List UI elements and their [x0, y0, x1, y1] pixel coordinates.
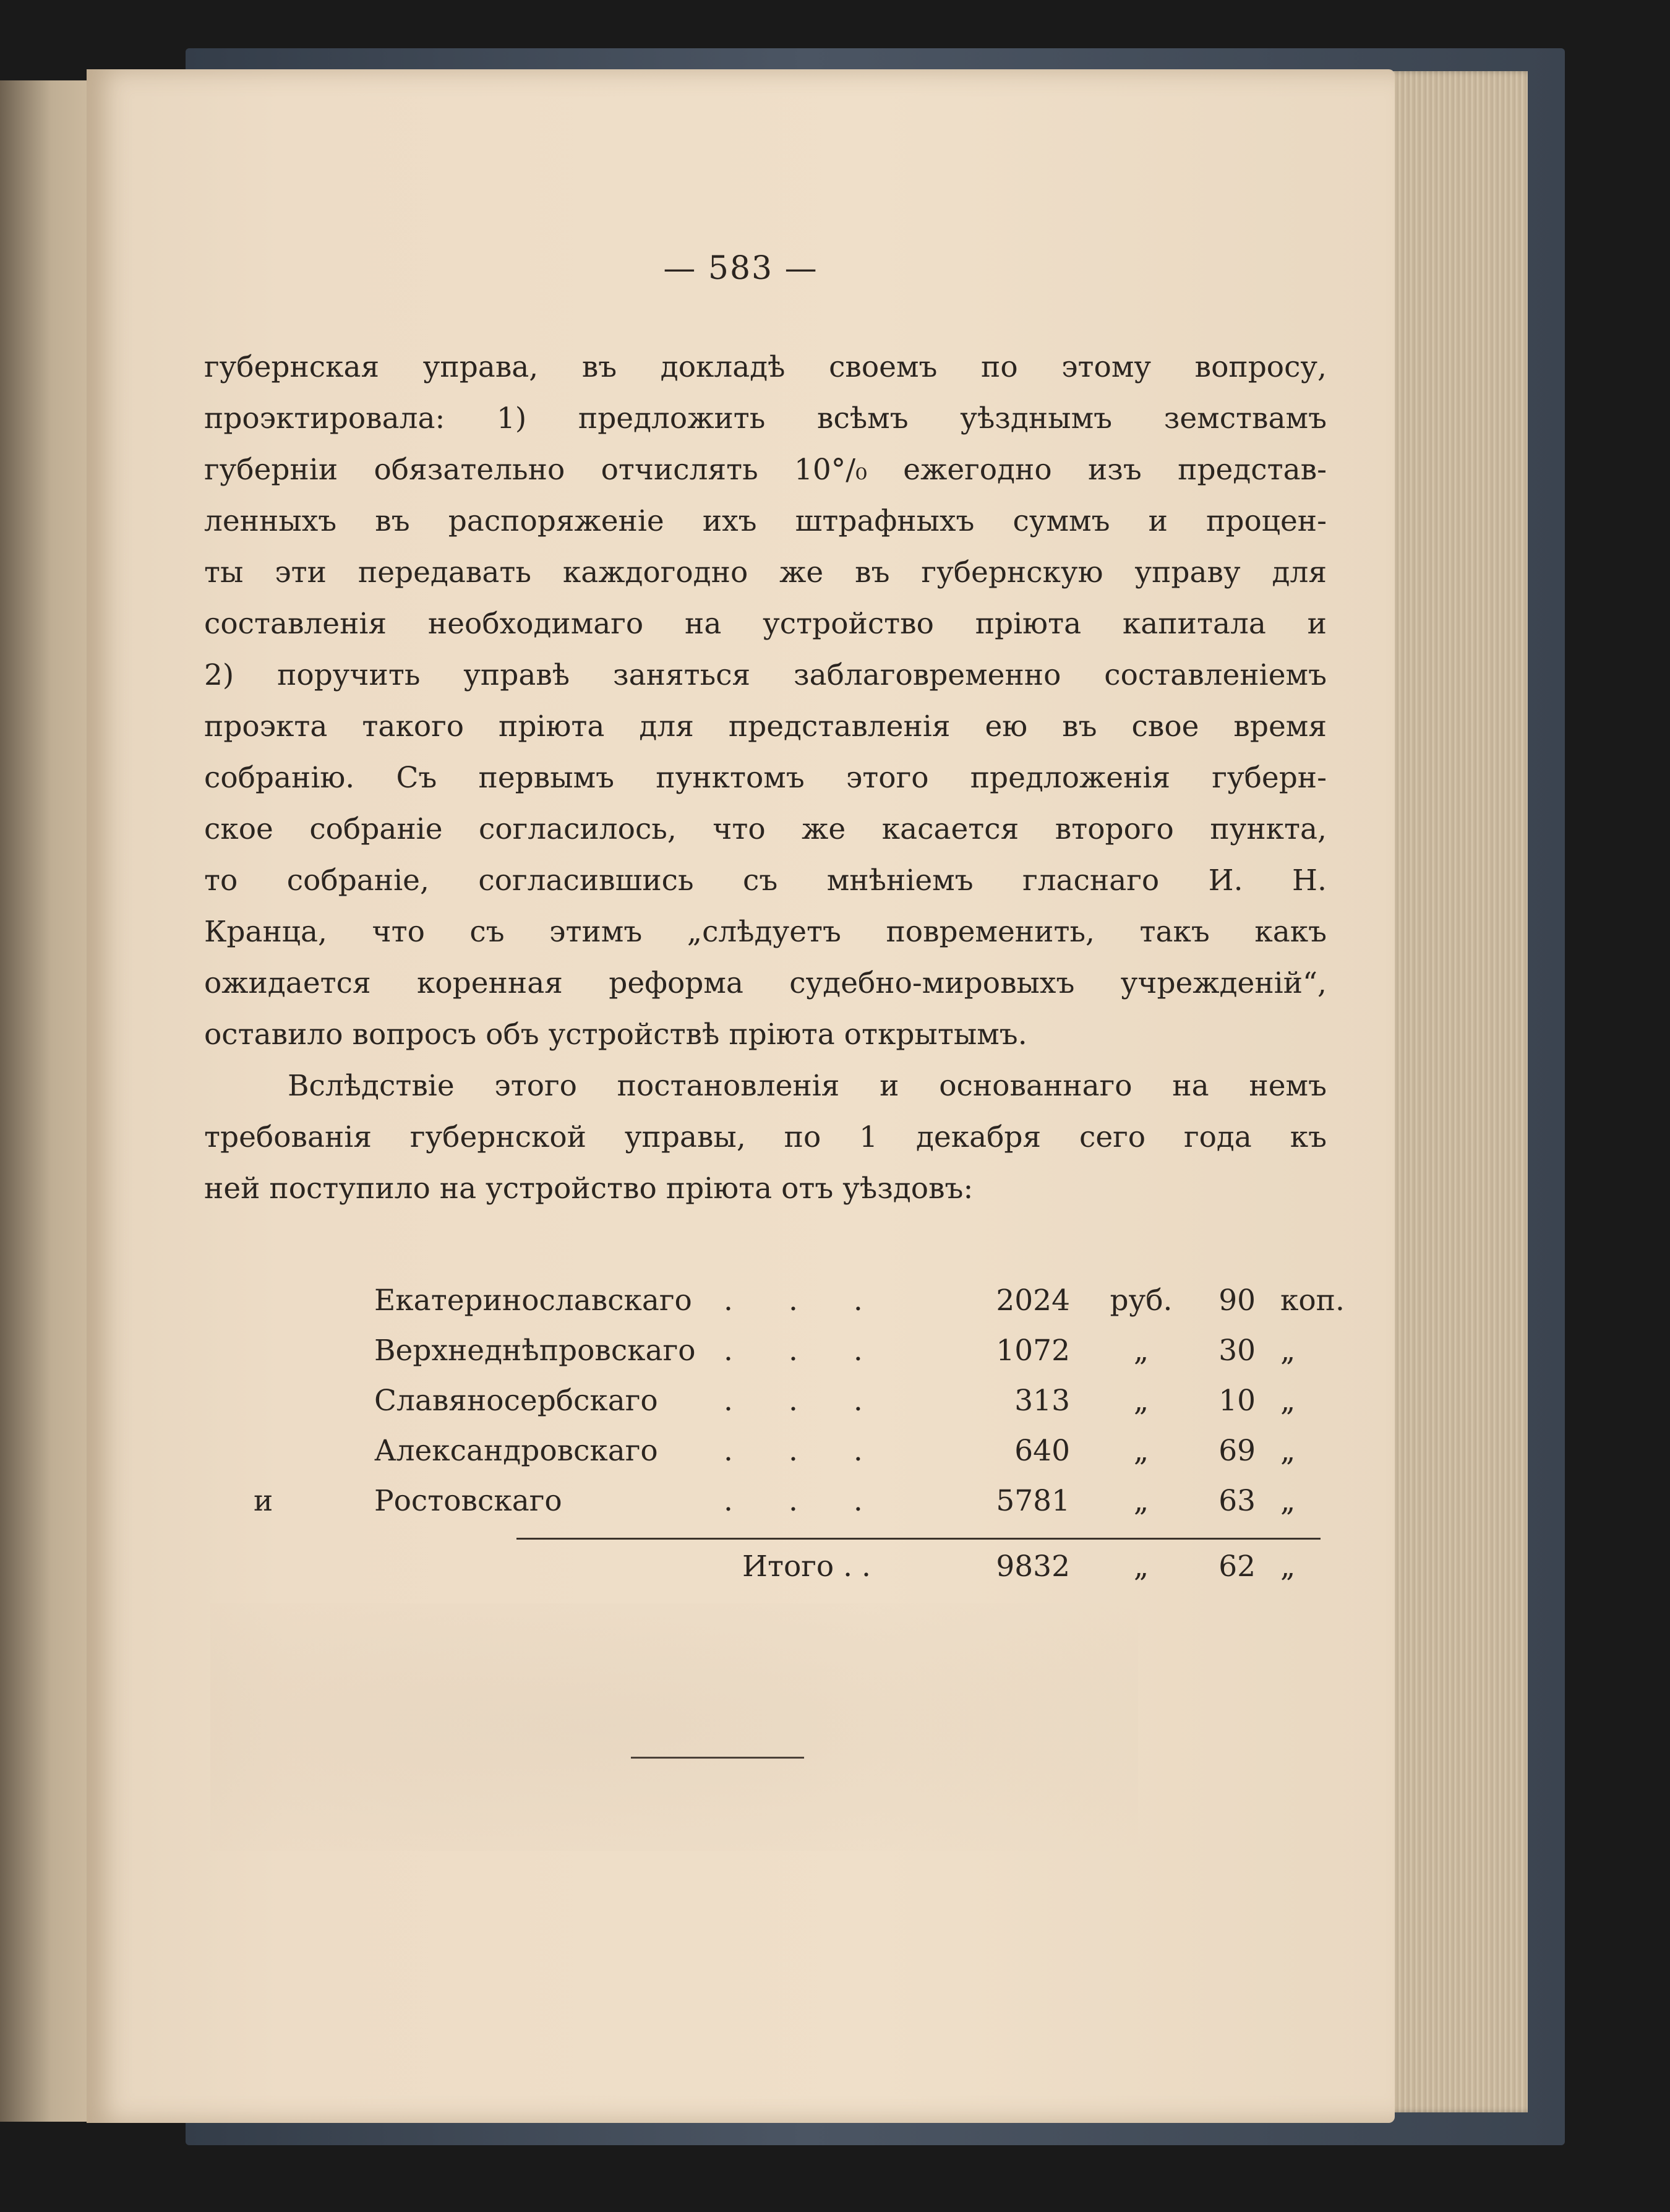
- table-row: [204, 1275, 1345, 1326]
- amount-kopecks: 63: [1218, 1484, 1256, 1518]
- text-line: проэктировала: 1) предложить всѣмъ уѣзднымъ земствамъ: [204, 401, 1327, 435]
- table-row: [204, 1376, 1327, 1426]
- book-page: [87, 69, 1395, 2123]
- district-name: Александровскаго: [374, 1434, 658, 1468]
- table-row: [204, 1426, 1327, 1476]
- rubles-unit: руб.: [1110, 1284, 1173, 1318]
- amount-rubles: 313: [1014, 1384, 1070, 1418]
- text-line: требованія губернской управы, по 1 декабря сего года къ: [204, 1120, 1327, 1154]
- show-through-texture: [210, 1603, 1138, 1851]
- amount-rubles: 2024: [996, 1284, 1070, 1318]
- text-line: ты эти передавать каждогодно же въ губернскую управу для: [204, 555, 1327, 589]
- rubles-unit: „: [1133, 1484, 1149, 1518]
- rubles-unit: „: [1133, 1384, 1149, 1418]
- leader-dots: ...: [724, 1484, 918, 1518]
- facing-page-edge: [0, 80, 93, 2122]
- text-line: собранію. Съ первымъ пунктомъ этого предложенія губерн-: [204, 761, 1327, 795]
- table-row: [204, 1326, 1327, 1376]
- total-rubles: 9832: [996, 1550, 1070, 1584]
- page-block-edges: [1379, 71, 1528, 2112]
- rubles-unit: „: [1133, 1334, 1149, 1368]
- text-line: ожидается коренная реформа судебно-мировыхъ учрежденій“,: [204, 966, 1327, 1000]
- kopecks-unit: „: [1280, 1550, 1296, 1584]
- amount-rubles: 640: [1014, 1434, 1070, 1468]
- sum-rule: [516, 1538, 1321, 1540]
- text-line: ней поступило на устройство пріюта отъ уѣздовъ:: [204, 1172, 974, 1206]
- amount-kopecks: 90: [1218, 1284, 1256, 1318]
- total-kopecks: 62: [1218, 1550, 1256, 1584]
- kopecks-unit: „: [1280, 1334, 1296, 1368]
- total-row: [204, 1541, 1327, 1592]
- kopecks-unit: „: [1280, 1434, 1296, 1468]
- leader-dots: ...: [724, 1384, 918, 1418]
- page-number: — 583 —: [663, 250, 818, 287]
- text-line: проэкта такого пріюта для представленія ею въ свое время: [204, 709, 1327, 744]
- district-name: Славяносербскаго: [374, 1384, 658, 1418]
- text-line: Вслѣдствіе этого постановленія и основаннаго на немъ: [288, 1069, 1327, 1103]
- row-prefix: и: [254, 1484, 273, 1518]
- contributions-table: [204, 1275, 1345, 1526]
- leader-dots: ...: [724, 1334, 918, 1368]
- amount-kopecks: 69: [1218, 1434, 1256, 1468]
- text-line: то собраніе, согласившись съ мнѣніемъ гласнаго И. Н.: [204, 864, 1327, 898]
- kopecks-unit: коп.: [1280, 1284, 1345, 1318]
- text-line: ское собраніе согласилось, что же касается второго пункта,: [204, 812, 1327, 846]
- text-line: составленія необходимаго на устройство пріюта капитала и: [204, 607, 1327, 641]
- table-row: [204, 1476, 1327, 1526]
- amount-kopecks: 10: [1218, 1384, 1256, 1418]
- district-name: Верхнеднѣпровскаго: [374, 1334, 696, 1368]
- amount-kopecks: 30: [1218, 1334, 1256, 1368]
- total-label: Итого . .: [742, 1550, 871, 1584]
- text-line: оставило вопросъ объ устройствѣ пріюта открытымъ.: [204, 1018, 1027, 1052]
- text-line: губерніи обязательно отчислять 10°/₀ ежегодно изъ представ-: [204, 453, 1327, 487]
- district-name: Екатеринославскаго: [374, 1284, 692, 1318]
- text-line: 2) поручить управѣ заняться заблаговременно составленіемъ: [204, 658, 1327, 692]
- body-text: [204, 341, 1327, 1214]
- text-line: Кранца, что съ этимъ „слѣдуетъ повременить, такъ какъ: [204, 915, 1327, 949]
- text-line: ленныхъ въ распоряженіе ихъ штрафныхъ суммъ и процен-: [204, 504, 1327, 538]
- kopecks-unit: „: [1280, 1384, 1296, 1418]
- leader-dots: ...: [724, 1284, 918, 1318]
- text-line: губернская управа, въ докладѣ своемъ по этому вопросу,: [204, 350, 1327, 384]
- section-end-rule: [631, 1757, 804, 1759]
- rubles-unit: „: [1133, 1550, 1149, 1584]
- leader-dots: ...: [724, 1434, 918, 1468]
- amount-rubles: 5781: [996, 1484, 1070, 1518]
- district-name: Ростовскаго: [374, 1484, 562, 1518]
- kopecks-unit: „: [1280, 1484, 1296, 1518]
- amount-rubles: 1072: [996, 1334, 1070, 1368]
- rubles-unit: „: [1133, 1434, 1149, 1468]
